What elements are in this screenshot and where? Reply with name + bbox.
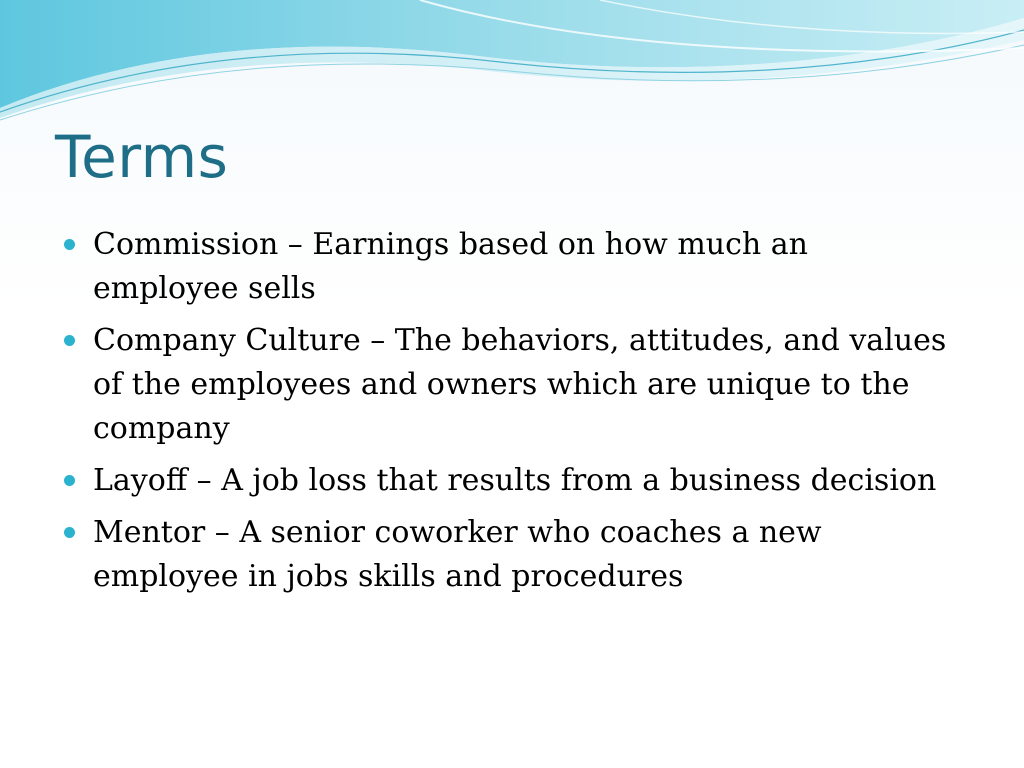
bullet-item-company-culture	[62, 319, 962, 451]
bullet-dot-icon	[64, 239, 75, 250]
bullet-text: Commission – Earnings based on how much an employee sells	[93, 227, 808, 306]
bullet-dot-icon	[64, 335, 75, 346]
bullet-text: Company Culture – The behaviors, attitudes, and values of the employees and owners which are unique to the company	[93, 323, 947, 446]
bullet-text: Mentor – A senior coworker who coaches a new employee in jobs skills and procedures	[93, 515, 822, 594]
bullet-dot-icon	[64, 475, 75, 486]
bullet-item-mentor	[62, 511, 962, 599]
slide-title: Terms	[55, 123, 229, 191]
bullet-text: Layoff – A job loss that results from a business decision	[93, 463, 937, 498]
bullet-dot-icon	[64, 527, 75, 538]
bullet-item-commission	[62, 223, 962, 311]
bullet-list	[62, 223, 962, 607]
bullet-item-layoff	[62, 459, 962, 503]
wave-header-decoration	[0, 0, 1024, 130]
